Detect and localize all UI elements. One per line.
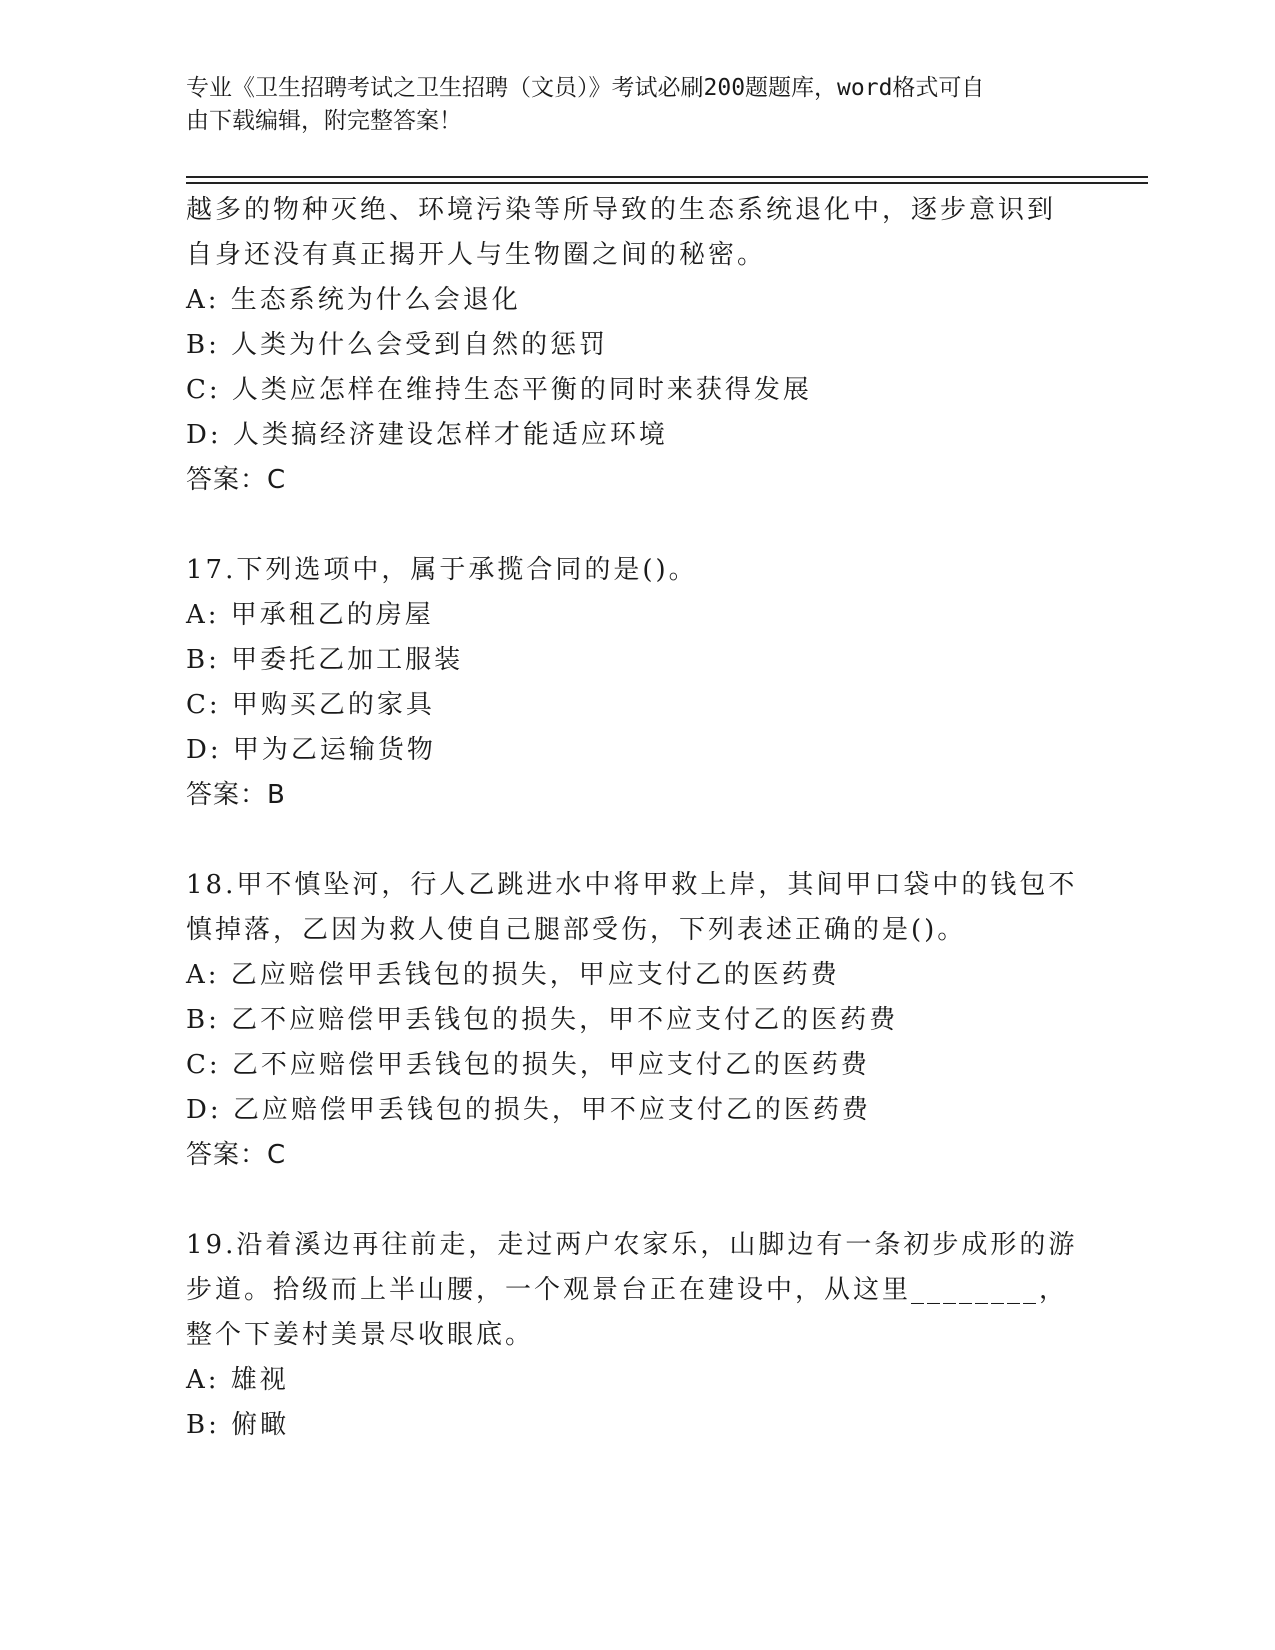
option-c: C: 甲购买乙的家具 [186,690,435,720]
option-d: D: 甲为乙运输货物 [186,735,436,765]
spacer [186,503,1086,548]
question-stem: 步道。拾级而上半山腰，一个观景台正在建设中，从这里________， [186,1275,1069,1305]
option-a: A: 乙应赔偿甲丢钱包的损失，甲应支付乙的医药费 [186,960,840,990]
option-d: D: 人类搞经济建设怎样才能适应环境 [186,420,668,450]
document-header [186,72,1066,138]
header-rule-bottom [186,182,1148,184]
option-a: A: 雄视 [186,1365,289,1395]
option-b: B: 乙不应赔偿甲丢钱包的损失，甲不应支付乙的医药费 [186,1005,899,1035]
answer-line: 答案：C [186,1140,287,1170]
question-stem: 越多的物种灭绝、环境污染等所导致的生态系统退化中，逐步意识到 [186,195,1057,225]
option-c: C: 乙不应赔偿甲丢钱包的损失，甲应支付乙的医药费 [186,1050,870,1080]
option-c: C: 人类应怎样在维持生态平衡的同时来获得发展 [186,375,812,405]
option-b: B: 俯瞰 [186,1410,290,1440]
header-line-2: 由下载编辑，附完整答案！ [186,108,462,134]
header-line-1: 专业《卫生招聘考试之卫生招聘（文员）》考试必刷200题题库，word格式可自 [186,75,985,101]
question-stem: 19.沿着溪边再往前走，走过两户农家乐，山脚边有一条初步成形的游 [186,1230,1078,1260]
answer-line: 答案：C [186,465,287,495]
question-16 [186,188,1086,503]
question-stem: 17.下列选项中，属于承揽合同的是()。 [186,555,698,585]
answer-line: 答案：B [186,780,286,810]
question-stem: 18.甲不慎坠河，行人乙跳进水中将甲救上岸，其间甲口袋中的钱包不 [186,870,1078,900]
question-list [186,188,1086,1448]
question-stem: 自身还没有真正揭开人与生物圈之间的秘密。 [186,240,767,270]
option-b: B: 甲委托乙加工服装 [186,645,464,675]
option-a: A: 生态系统为什么会退化 [186,285,521,315]
question-stem: 慎掉落，乙因为救人使自己腿部受伤，下列表述正确的是()。 [186,915,967,945]
spacer [186,1178,1086,1223]
question-stem: 整个下姜村美景尽收眼底。 [186,1320,535,1350]
spacer [186,818,1086,863]
question-19 [186,1223,1086,1448]
header-rule-top [186,176,1148,178]
question-17 [186,548,1086,818]
option-b: B: 人类为什么会受到自然的惩罚 [186,330,609,360]
option-a: A: 甲承租乙的房屋 [186,600,434,630]
option-d: D: 乙应赔偿甲丢钱包的损失，甲不应支付乙的医药费 [186,1095,871,1125]
question-18 [186,863,1086,1178]
